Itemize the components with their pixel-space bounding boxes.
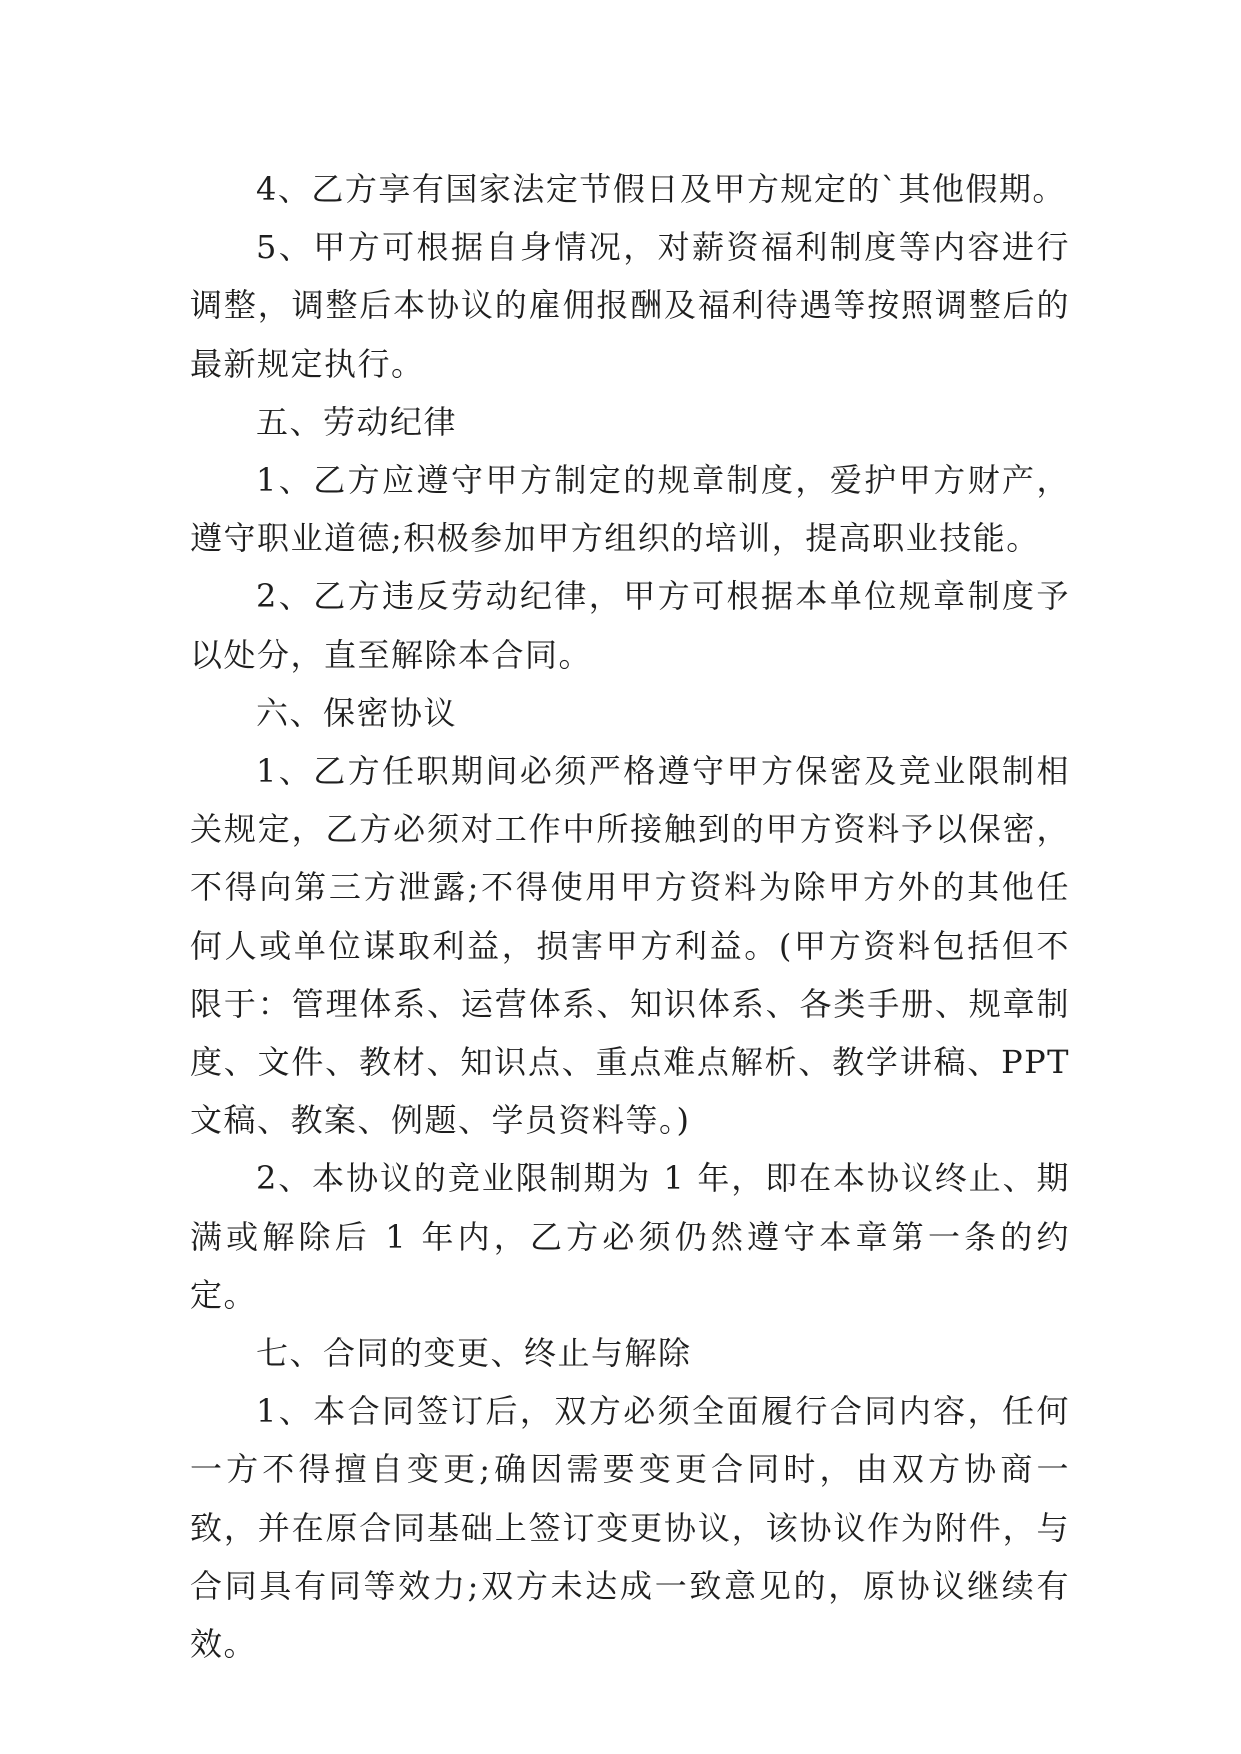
paragraph-confidentiality-clause-1: 1、乙方任职期间必须严格遵守甲方保密及竞业限制相关规定，乙方必须对工作中所接触到的甲方资料予以保密，不得向第三方泄露;不得使用甲方资料为除甲方外的其他任何人或单位谋取利益，损害甲方利益。(甲方资料包括但不限于：管理体系、运营体系、知识体系、各类手册、规章制度、文件、教材、知识点、重点难点解析、教学讲稿、PPT文稿、教案、例题、学员资料等。) xyxy=(190,752,1070,1140)
section-heading-contract-changes: 七、合同的变更、终止与解除 xyxy=(256,1334,692,1373)
paragraph-contract-change-clause-1: 1、本合同签订后，双方必须全面履行合同内容，任何一方不得擅自变更;确因需要变更合同时，由双方协商一致，并在原合同基础上签订变更协议，该协议作为附件，与合同具有同等效力;双方未达成一致意见的，原协议继续有效。 xyxy=(190,1392,1070,1664)
paragraph-confidentiality-clause-2: 2、本协议的竞业限制期为 1 年，即在本协议终止、期满或解除后 1 年内，乙方必须仍然遵守本章第一条的约定。 xyxy=(190,1159,1070,1314)
paragraph-discipline-clause-1: 1、乙方应遵守甲方制定的规章制度，爱护甲方财产，遵守职业道德;积极参加甲方组织的培训，提高职业技能。 xyxy=(190,461,1070,558)
paragraph-discipline-clause-2: 2、乙方违反劳动纪律，甲方可根据本单位规章制度予以处分，直至解除本合同。 xyxy=(190,577,1070,674)
paragraph-salary-adjustment-clause: 5、甲方可根据自身情况，对薪资福利制度等内容进行调整，调整后本协议的雇佣报酬及福利待遇等按照调整后的最新规定执行。 xyxy=(190,228,1070,383)
section-heading-labor-discipline: 五、劳动纪律 xyxy=(256,402,458,441)
paragraph-holiday-clause: 4、乙方享有国家法定节假日及甲方规定的`其他假期。 xyxy=(256,170,1066,208)
section-heading-confidentiality: 六、保密协议 xyxy=(256,693,458,732)
document-body xyxy=(190,160,1070,1673)
